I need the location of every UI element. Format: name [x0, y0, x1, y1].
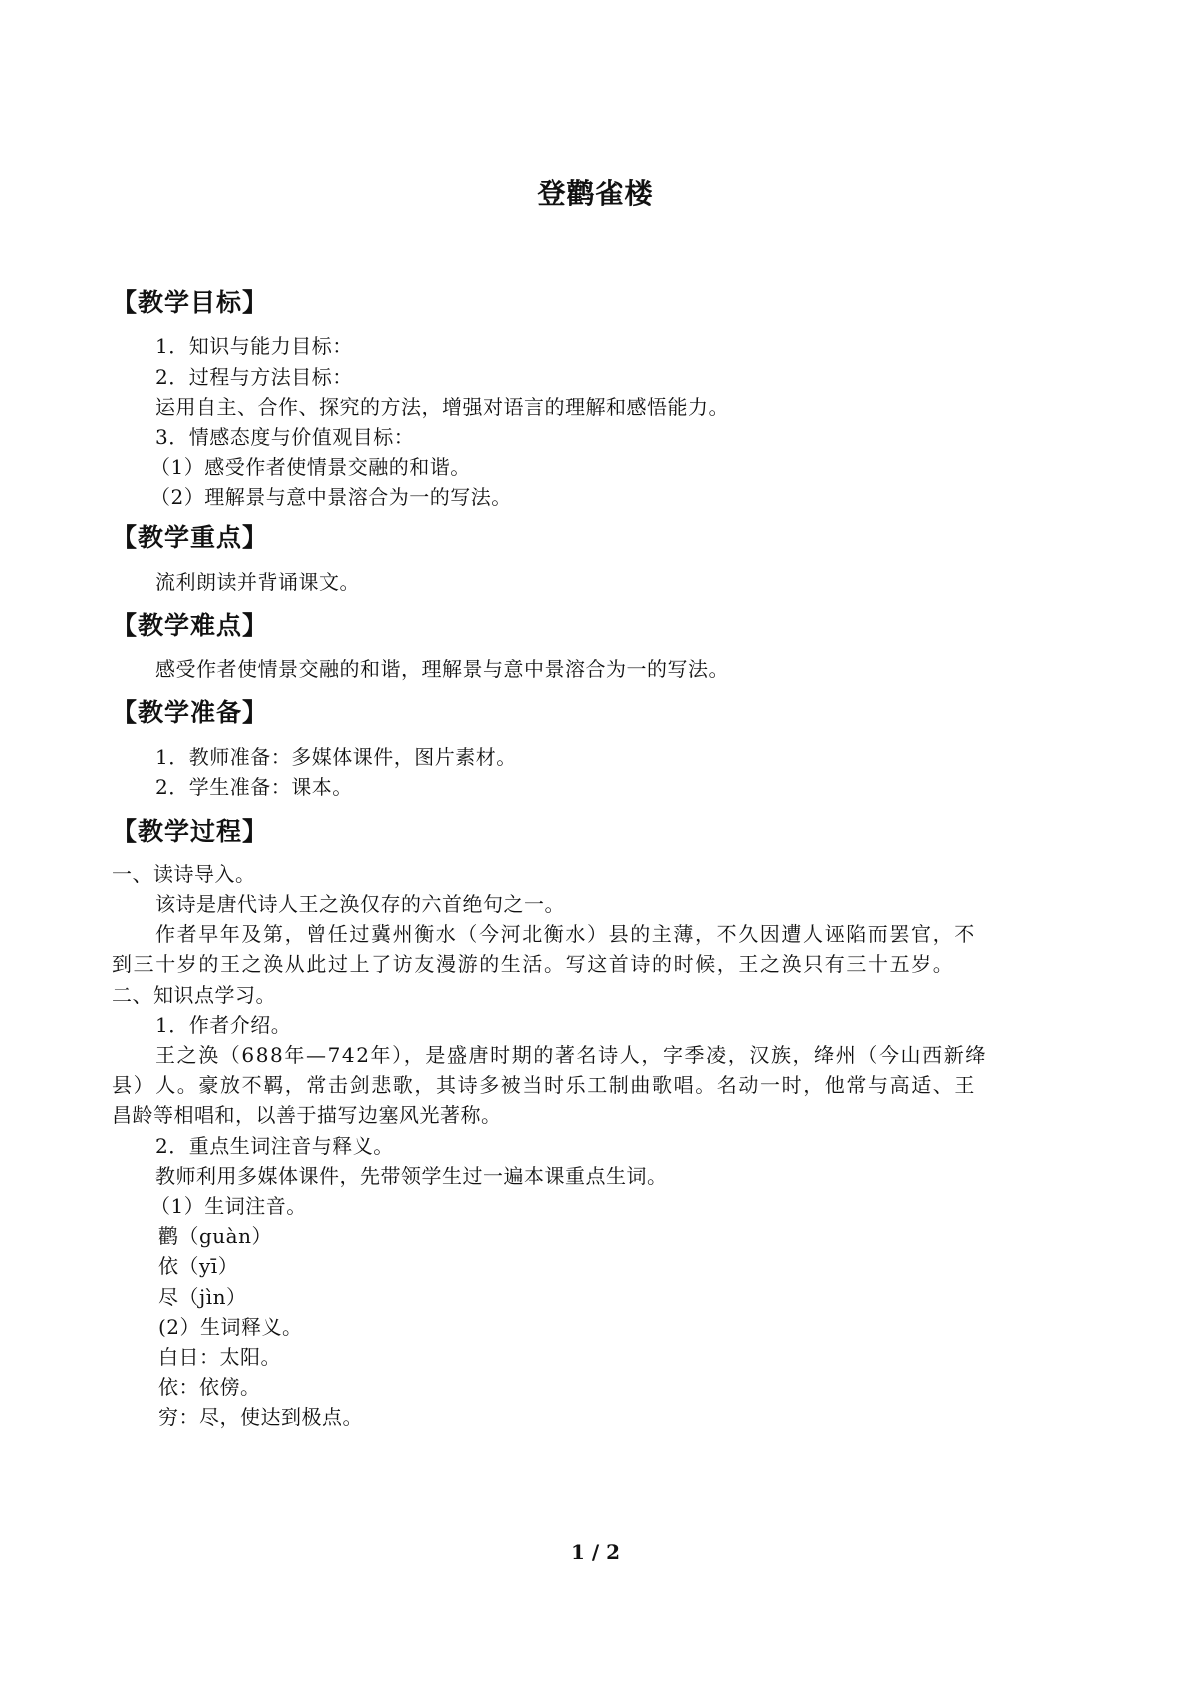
- process-line-7: 王之涣（688年—742年），是盛唐时期的著名诗人，字季凌，汉族，绛州（今山西新绛: [155, 1043, 987, 1067]
- key-point-line-1: 流利朗读并背诵课文。: [155, 570, 360, 594]
- process-line-10: 2．重点生词注音与释义。: [155, 1134, 394, 1158]
- process-line-8: 县）人。豪放不羁，常击剑悲歌，其诗多被当时乐工制曲歌唱。名动一时，他常与高适、王: [112, 1073, 976, 1097]
- page-title: 登鹳雀楼: [537, 177, 654, 210]
- process-line-13: 鹳（guàn）: [158, 1224, 272, 1248]
- objective-line-5: （1）感受作者使情景交融的和谐。: [150, 455, 471, 479]
- heading-process: 【教学过程】: [112, 817, 269, 846]
- process-line-3: 作者早年及第，曾任过冀州衡水（今河北衡水）县的主薄，不久因遭人诬陷而罢官，不: [155, 922, 976, 946]
- process-line-12: （1）生词注音。: [150, 1194, 307, 1218]
- objective-line-6: （2）理解景与意中景溶合为一的写法。: [150, 485, 512, 509]
- difficulty-line-1: 感受作者使情景交融的和谐，理解景与意中景溶合为一的写法。: [155, 657, 729, 681]
- objective-line-1: 1．知识与能力目标：: [155, 334, 353, 358]
- process-line-14: 依（yī）: [158, 1254, 239, 1278]
- heading-difficulties: 【教学难点】: [112, 611, 269, 640]
- process-line-6: 1．作者介绍。: [155, 1013, 292, 1037]
- process-line-16: (2）生词释义。: [158, 1315, 303, 1339]
- process-line-18: 依：依傍。: [158, 1375, 261, 1399]
- page-number: 1 / 2: [570, 1540, 621, 1564]
- objective-line-2: 2．过程与方法目标：: [155, 365, 353, 389]
- objective-line-3: 运用自主、合作、探究的方法，增强对语言的理解和感悟能力。: [155, 395, 729, 419]
- process-line-4: 到三十岁的王之涣从此过上了访友漫游的生活。写这首诗的时候，王之涣只有三十五岁。: [112, 952, 955, 976]
- preparation-line-2: 2．学生准备：课本。: [155, 775, 353, 799]
- heading-preparation: 【教学准备】: [112, 698, 269, 727]
- process-line-17: 白日：太阳。: [158, 1345, 281, 1369]
- preparation-line-1: 1．教师准备：多媒体课件，图片素材。: [155, 745, 517, 769]
- process-line-2: 该诗是唐代诗人王之涣仅存的六首绝句之一。: [155, 892, 565, 916]
- objective-line-4: 3．情感态度与价值观目标：: [155, 425, 415, 449]
- process-line-9: 昌龄等相唱和，以善于描写边塞风光著称。: [112, 1103, 502, 1127]
- heading-objectives: 【教学目标】: [112, 288, 269, 317]
- process-line-15: 尽（jìn）: [158, 1285, 247, 1309]
- process-line-5: 二、知识点学习。: [112, 983, 276, 1007]
- heading-key-points: 【教学重点】: [112, 523, 269, 552]
- process-line-11: 教师利用多媒体课件，先带领学生过一遍本课重点生词。: [155, 1164, 668, 1188]
- process-line-19: 穷：尽，使达到极点。: [158, 1405, 363, 1429]
- process-line-1: 一、读诗导入。: [112, 862, 256, 886]
